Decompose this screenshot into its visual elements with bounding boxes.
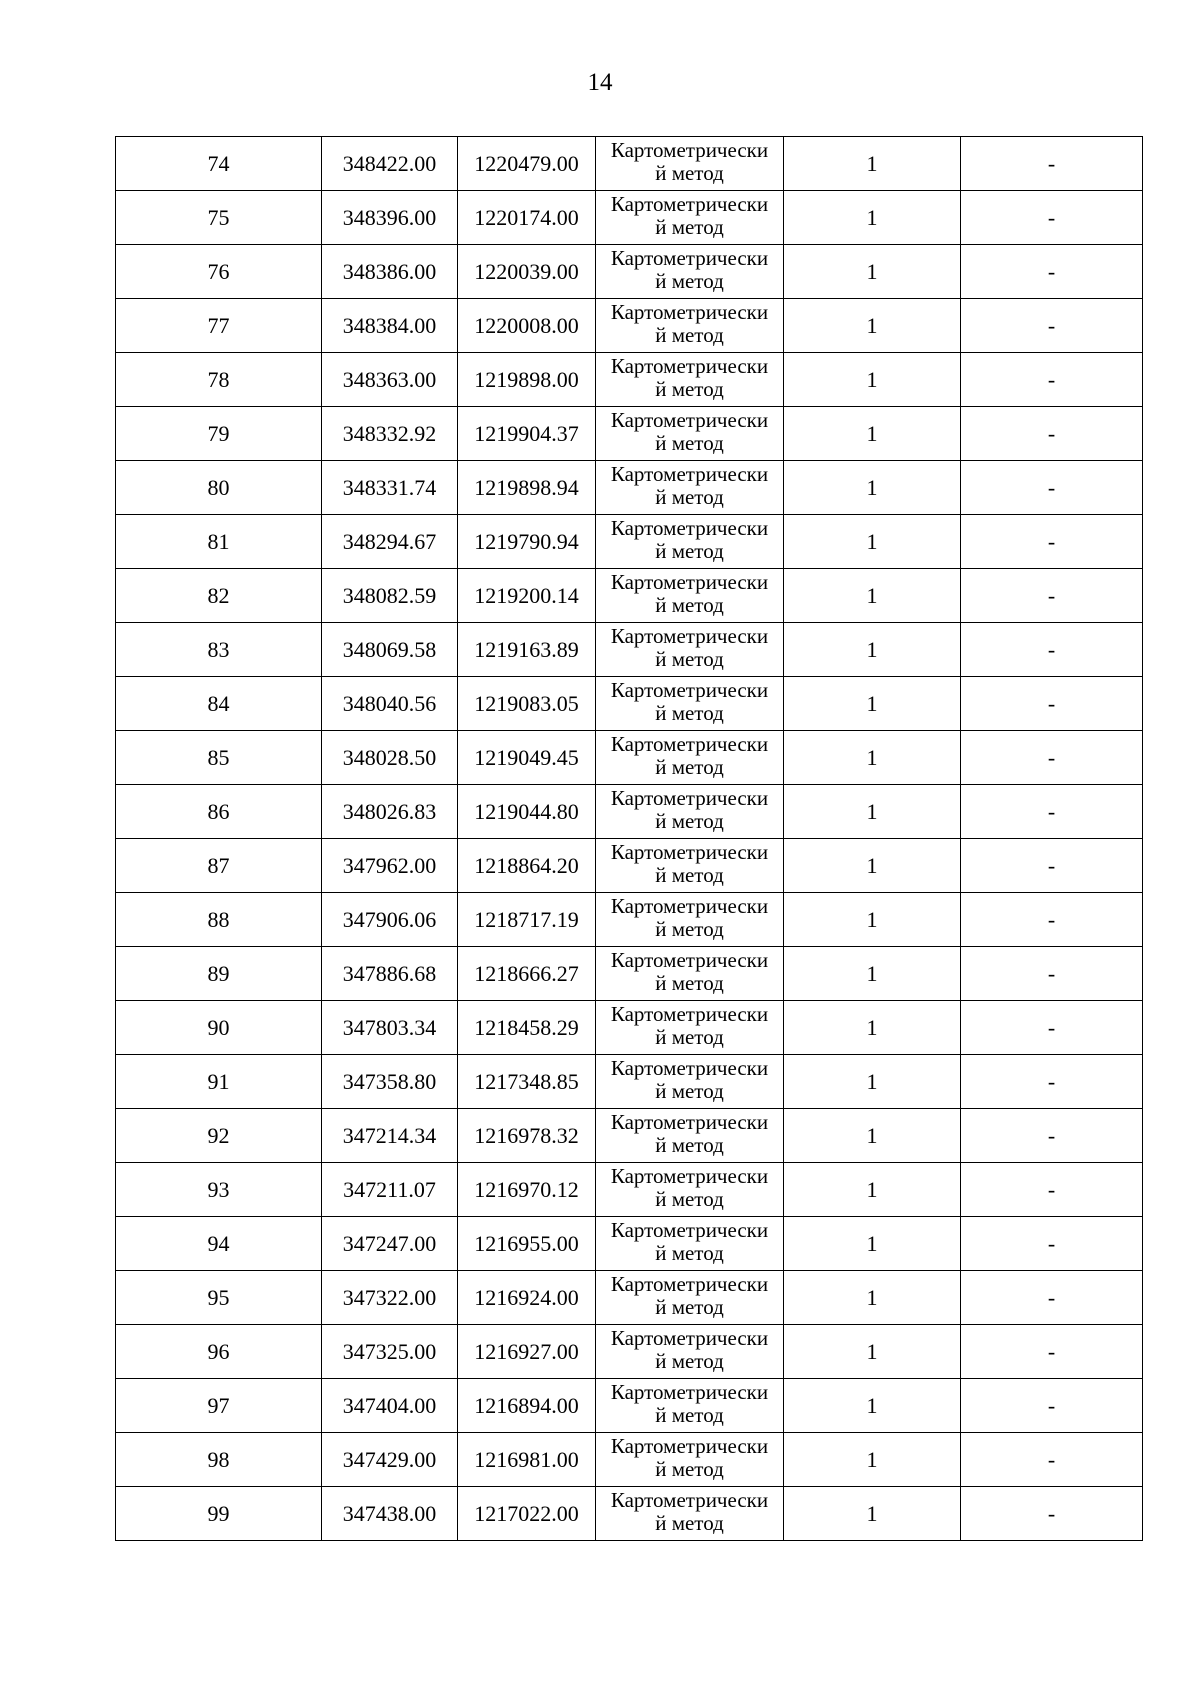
note-cell: - [961, 1001, 1143, 1055]
x-coordinate-cell: 348386.00 [322, 245, 458, 299]
accuracy-cell: 1 [784, 353, 961, 407]
method-cell [596, 1163, 784, 1217]
method-line-1: Картометрически [610, 948, 769, 972]
note-cell: - [961, 1055, 1143, 1109]
accuracy-cell: 1 [784, 137, 961, 191]
method-line-2: й метод [655, 431, 724, 455]
point-number-cell: 84 [116, 677, 322, 731]
method-line-2: й метод [655, 1349, 724, 1373]
y-coordinate-cell: 1218666.27 [458, 947, 596, 1001]
method-line-1: Картометрически [610, 246, 769, 270]
method-cell [596, 137, 784, 191]
accuracy-cell: 1 [784, 785, 961, 839]
y-coordinate-cell: 1218864.20 [458, 839, 596, 893]
note-cell: - [961, 353, 1143, 407]
method-line-2: й метод [655, 701, 724, 725]
y-coordinate-cell: 1218458.29 [458, 1001, 596, 1055]
method-cell [596, 1217, 784, 1271]
note-cell: - [961, 1325, 1143, 1379]
accuracy-cell: 1 [784, 1163, 961, 1217]
x-coordinate-cell: 348026.83 [322, 785, 458, 839]
point-number-cell: 77 [116, 299, 322, 353]
method-cell [596, 353, 784, 407]
y-coordinate-cell: 1217022.00 [458, 1487, 596, 1541]
note-cell: - [961, 191, 1143, 245]
point-number-cell: 82 [116, 569, 322, 623]
x-coordinate-cell: 348331.74 [322, 461, 458, 515]
method-line-2: й метод [655, 1133, 724, 1157]
point-number-cell: 98 [116, 1433, 322, 1487]
note-cell: - [961, 299, 1143, 353]
y-coordinate-cell: 1220039.00 [458, 245, 596, 299]
note-cell: - [961, 785, 1143, 839]
accuracy-cell: 1 [784, 1055, 961, 1109]
y-coordinate-cell: 1219049.45 [458, 731, 596, 785]
note-cell: - [961, 893, 1143, 947]
method-line-1: Картометрически [610, 1110, 769, 1134]
table-row [116, 461, 1143, 515]
x-coordinate-cell: 347404.00 [322, 1379, 458, 1433]
method-cell [596, 461, 784, 515]
table-row [116, 785, 1143, 839]
y-coordinate-cell: 1219083.05 [458, 677, 596, 731]
method-line-1: Картометрически [610, 678, 769, 702]
note-cell: - [961, 1487, 1143, 1541]
note-cell: - [961, 623, 1143, 677]
method-cell [596, 893, 784, 947]
y-coordinate-cell: 1220479.00 [458, 137, 596, 191]
method-line-1: Картометрически [610, 1272, 769, 1296]
point-number-cell: 89 [116, 947, 322, 1001]
x-coordinate-cell: 347211.07 [322, 1163, 458, 1217]
method-cell [596, 1325, 784, 1379]
table-row [116, 1487, 1143, 1541]
method-line-2: й метод [655, 215, 724, 239]
method-cell [596, 785, 784, 839]
table-row [116, 1109, 1143, 1163]
method-line-1: Картометрически [610, 840, 769, 864]
x-coordinate-cell: 347325.00 [322, 1325, 458, 1379]
method-line-2: й метод [655, 323, 724, 347]
accuracy-cell: 1 [784, 1433, 961, 1487]
method-line-1: Картометрически [610, 786, 769, 810]
point-number-cell: 94 [116, 1217, 322, 1271]
accuracy-cell: 1 [784, 893, 961, 947]
method-line-1: Картометрически [610, 516, 769, 540]
method-cell [596, 1271, 784, 1325]
method-line-1: Картометрически [610, 462, 769, 486]
y-coordinate-cell: 1219044.80 [458, 785, 596, 839]
accuracy-cell: 1 [784, 245, 961, 299]
method-cell [596, 677, 784, 731]
note-cell: - [961, 839, 1143, 893]
table-row [116, 947, 1143, 1001]
point-number-cell: 93 [116, 1163, 322, 1217]
method-cell [596, 947, 784, 1001]
table-row [116, 1001, 1143, 1055]
y-coordinate-cell: 1219898.94 [458, 461, 596, 515]
note-cell: - [961, 461, 1143, 515]
table-row [116, 299, 1143, 353]
table-row [116, 137, 1143, 191]
method-cell [596, 1001, 784, 1055]
method-line-2: й метод [655, 161, 724, 185]
method-line-2: й метод [655, 539, 724, 563]
y-coordinate-cell: 1216978.32 [458, 1109, 596, 1163]
x-coordinate-cell: 348294.67 [322, 515, 458, 569]
table-row [116, 1325, 1143, 1379]
point-number-cell: 76 [116, 245, 322, 299]
method-cell [596, 569, 784, 623]
accuracy-cell: 1 [784, 1001, 961, 1055]
method-line-2: й метод [655, 863, 724, 887]
method-line-1: Картометрически [610, 1002, 769, 1026]
x-coordinate-cell: 348384.00 [322, 299, 458, 353]
note-cell: - [961, 137, 1143, 191]
point-number-cell: 99 [116, 1487, 322, 1541]
accuracy-cell: 1 [784, 623, 961, 677]
method-cell [596, 623, 784, 677]
accuracy-cell: 1 [784, 461, 961, 515]
note-cell: - [961, 407, 1143, 461]
x-coordinate-cell: 347247.00 [322, 1217, 458, 1271]
point-number-cell: 87 [116, 839, 322, 893]
table-row [116, 677, 1143, 731]
method-line-1: Картометрически [610, 1164, 769, 1188]
method-line-2: й метод [655, 755, 724, 779]
point-number-cell: 91 [116, 1055, 322, 1109]
table-row [116, 1163, 1143, 1217]
method-line-2: й метод [655, 647, 724, 671]
x-coordinate-cell: 347322.00 [322, 1271, 458, 1325]
method-cell [596, 1379, 784, 1433]
method-line-1: Картометрически [610, 408, 769, 432]
point-number-cell: 90 [116, 1001, 322, 1055]
method-line-1: Картометрически [610, 1218, 769, 1242]
note-cell: - [961, 1271, 1143, 1325]
x-coordinate-cell: 347803.34 [322, 1001, 458, 1055]
y-coordinate-cell: 1216981.00 [458, 1433, 596, 1487]
table-row [116, 245, 1143, 299]
method-line-1: Картометрически [610, 732, 769, 756]
y-coordinate-cell: 1219790.94 [458, 515, 596, 569]
note-cell: - [961, 677, 1143, 731]
accuracy-cell: 1 [784, 569, 961, 623]
coordinates-table-body [116, 137, 1143, 1541]
note-cell: - [961, 245, 1143, 299]
method-line-2: й метод [655, 917, 724, 941]
method-line-1: Картометрически [610, 1434, 769, 1458]
note-cell: - [961, 1217, 1143, 1271]
point-number-cell: 81 [116, 515, 322, 569]
method-cell [596, 245, 784, 299]
point-number-cell: 96 [116, 1325, 322, 1379]
y-coordinate-cell: 1219904.37 [458, 407, 596, 461]
table-row [116, 515, 1143, 569]
x-coordinate-cell: 348028.50 [322, 731, 458, 785]
table-row [116, 1217, 1143, 1271]
point-number-cell: 83 [116, 623, 322, 677]
y-coordinate-cell: 1216955.00 [458, 1217, 596, 1271]
method-line-2: й метод [655, 971, 724, 995]
table-row [116, 407, 1143, 461]
y-coordinate-cell: 1218717.19 [458, 893, 596, 947]
y-coordinate-cell: 1220174.00 [458, 191, 596, 245]
point-number-cell: 85 [116, 731, 322, 785]
point-number-cell: 95 [116, 1271, 322, 1325]
page-number: 14 [587, 69, 613, 96]
method-cell [596, 299, 784, 353]
accuracy-cell: 1 [784, 299, 961, 353]
x-coordinate-cell: 347962.00 [322, 839, 458, 893]
y-coordinate-cell: 1219898.00 [458, 353, 596, 407]
table-row [116, 839, 1143, 893]
y-coordinate-cell: 1216927.00 [458, 1325, 596, 1379]
accuracy-cell: 1 [784, 191, 961, 245]
accuracy-cell: 1 [784, 1487, 961, 1541]
method-cell [596, 1109, 784, 1163]
table-row [116, 191, 1143, 245]
y-coordinate-cell: 1216924.00 [458, 1271, 596, 1325]
point-number-cell: 78 [116, 353, 322, 407]
accuracy-cell: 1 [784, 1271, 961, 1325]
x-coordinate-cell: 348069.58 [322, 623, 458, 677]
table-row [116, 1271, 1143, 1325]
table-row [116, 1433, 1143, 1487]
accuracy-cell: 1 [784, 407, 961, 461]
method-line-1: Картометрически [610, 354, 769, 378]
method-line-2: й метод [655, 1079, 724, 1103]
x-coordinate-cell: 347886.68 [322, 947, 458, 1001]
x-coordinate-cell: 347214.34 [322, 1109, 458, 1163]
point-number-cell: 97 [116, 1379, 322, 1433]
table-row [116, 893, 1143, 947]
accuracy-cell: 1 [784, 1325, 961, 1379]
x-coordinate-cell: 347438.00 [322, 1487, 458, 1541]
method-line-1: Картометрически [610, 894, 769, 918]
method-line-2: й метод [655, 1187, 724, 1211]
method-line-1: Картометрически [610, 192, 769, 216]
method-line-2: й метод [655, 809, 724, 833]
x-coordinate-cell: 348040.56 [322, 677, 458, 731]
method-line-1: Картометрически [610, 1326, 769, 1350]
method-line-2: й метод [655, 1295, 724, 1319]
method-line-1: Картометрически [610, 1380, 769, 1404]
accuracy-cell: 1 [784, 731, 961, 785]
note-cell: - [961, 731, 1143, 785]
accuracy-cell: 1 [784, 839, 961, 893]
x-coordinate-cell: 347906.06 [322, 893, 458, 947]
accuracy-cell: 1 [784, 1379, 961, 1433]
y-coordinate-cell: 1220008.00 [458, 299, 596, 353]
accuracy-cell: 1 [784, 947, 961, 1001]
method-cell [596, 191, 784, 245]
y-coordinate-cell: 1216970.12 [458, 1163, 596, 1217]
method-line-2: й метод [655, 1403, 724, 1427]
accuracy-cell: 1 [784, 1109, 961, 1163]
method-line-2: й метод [655, 269, 724, 293]
point-number-cell: 88 [116, 893, 322, 947]
method-line-2: й метод [655, 377, 724, 401]
note-cell: - [961, 1109, 1143, 1163]
method-cell [596, 515, 784, 569]
method-line-1: Картометрически [610, 624, 769, 648]
table-row [116, 1379, 1143, 1433]
accuracy-cell: 1 [784, 677, 961, 731]
x-coordinate-cell: 347358.80 [322, 1055, 458, 1109]
method-cell [596, 731, 784, 785]
accuracy-cell: 1 [784, 1217, 961, 1271]
point-number-cell: 86 [116, 785, 322, 839]
method-cell [596, 1487, 784, 1541]
method-line-1: Картометрически [610, 300, 769, 324]
table-row [116, 623, 1143, 677]
accuracy-cell: 1 [784, 515, 961, 569]
table-row [116, 1055, 1143, 1109]
x-coordinate-cell: 348363.00 [322, 353, 458, 407]
method-line-2: й метод [655, 1241, 724, 1265]
x-coordinate-cell: 347429.00 [322, 1433, 458, 1487]
note-cell: - [961, 1433, 1143, 1487]
y-coordinate-cell: 1217348.85 [458, 1055, 596, 1109]
method-line-2: й метод [655, 485, 724, 509]
method-cell [596, 839, 784, 893]
point-number-cell: 92 [116, 1109, 322, 1163]
point-number-cell: 74 [116, 137, 322, 191]
note-cell: - [961, 569, 1143, 623]
method-line-1: Картометрически [610, 570, 769, 594]
method-cell [596, 407, 784, 461]
note-cell: - [961, 1379, 1143, 1433]
note-cell: - [961, 947, 1143, 1001]
table-row [116, 353, 1143, 407]
method-line-2: й метод [655, 1511, 724, 1535]
method-line-2: й метод [655, 1025, 724, 1049]
method-line-2: й метод [655, 1457, 724, 1481]
y-coordinate-cell: 1219163.89 [458, 623, 596, 677]
method-line-1: Картометрически [610, 1488, 769, 1512]
method-cell [596, 1055, 784, 1109]
x-coordinate-cell: 348396.00 [322, 191, 458, 245]
point-number-cell: 75 [116, 191, 322, 245]
method-line-1: Картометрически [610, 138, 769, 162]
point-number-cell: 80 [116, 461, 322, 515]
x-coordinate-cell: 348332.92 [322, 407, 458, 461]
note-cell: - [961, 1163, 1143, 1217]
x-coordinate-cell: 348082.59 [322, 569, 458, 623]
coordinates-table [115, 136, 1143, 1541]
y-coordinate-cell: 1216894.00 [458, 1379, 596, 1433]
method-line-2: й метод [655, 593, 724, 617]
point-number-cell: 79 [116, 407, 322, 461]
note-cell: - [961, 515, 1143, 569]
y-coordinate-cell: 1219200.14 [458, 569, 596, 623]
method-cell [596, 1433, 784, 1487]
table-row [116, 569, 1143, 623]
table-row [116, 731, 1143, 785]
x-coordinate-cell: 348422.00 [322, 137, 458, 191]
method-line-1: Картометрически [610, 1056, 769, 1080]
